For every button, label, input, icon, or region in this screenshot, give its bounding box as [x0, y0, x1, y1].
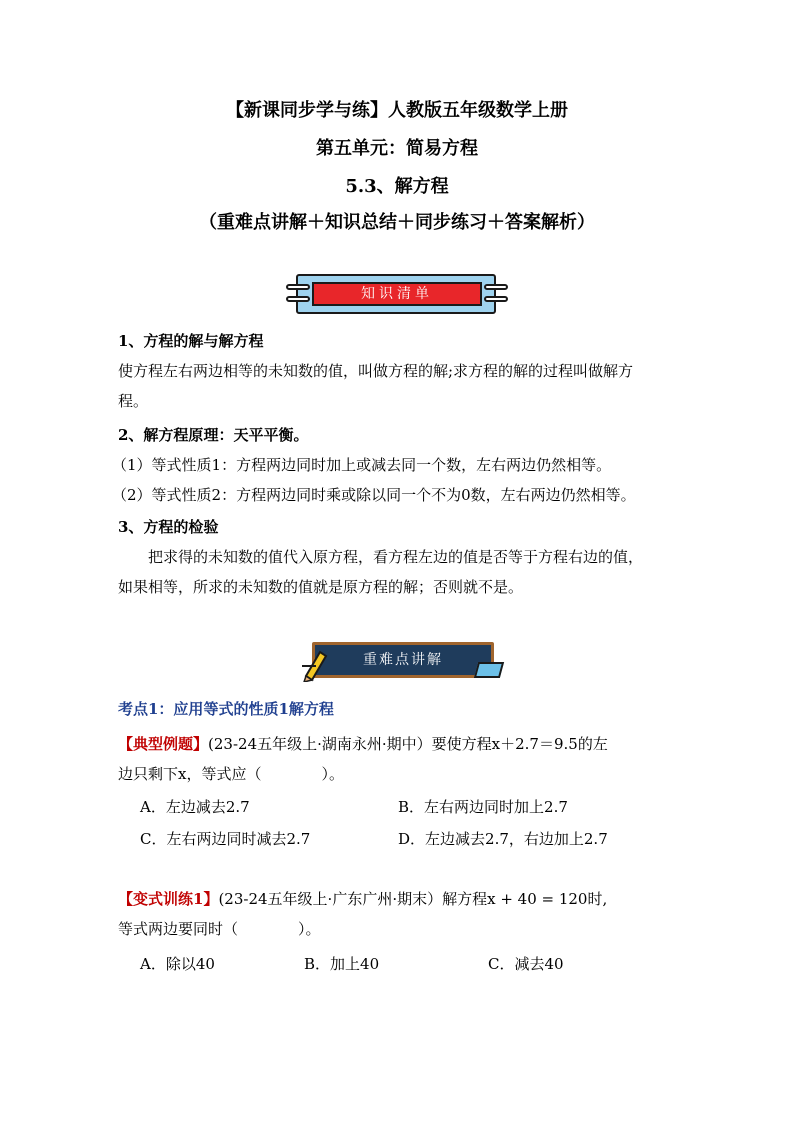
section3-text-a: 把求得的未知数的值代入原方程，看方程左边的值是否等于方程右边的值，: [148, 548, 644, 566]
kaodian1-title: 考点1：应用等式的性质1解方程: [118, 700, 334, 718]
clip-right-top-icon: [484, 284, 508, 290]
practice1-option-c[interactable]: C．减去40: [488, 955, 564, 973]
practice1-tag: 【变式训练1】: [118, 890, 219, 908]
example-option-c[interactable]: C．左右两边同时减去2.7: [140, 830, 311, 848]
clip-left-bottom-icon: [286, 296, 310, 302]
key-points-banner: [298, 640, 508, 686]
practice1-option-b[interactable]: B．加上40: [304, 955, 380, 973]
section1-text-a: 使方程左右两边相等的未知数的值，叫做方程的解;求方程的解的过程叫做解方: [118, 362, 634, 380]
section2-item2: （2）等式性质2：方程两边同时乘或除以同一个不为0数，左右两边仍然相等。: [112, 486, 636, 504]
unit-title: 第五单元：简易方程: [316, 138, 478, 159]
section2-title: 2、解方程原理：天平平衡。: [118, 426, 309, 444]
lesson-title: 5.3、解方程: [345, 176, 449, 197]
practice1-option-a[interactable]: A．除以40: [140, 955, 215, 973]
section3-title: 3、方程的检验: [118, 518, 219, 536]
example-option-d[interactable]: D．左边减去2.7，右边加上2.7: [398, 830, 608, 848]
section2-item1: （1）等式性质1：方程两边同时加上或减去同一个数，左右两边仍然相等。: [112, 456, 612, 474]
section1-title: 1、方程的解与解方程: [118, 332, 264, 350]
section1-text-b: 程。: [118, 392, 149, 410]
book-icon: [474, 662, 504, 678]
example-option-a[interactable]: A．左边减去2.7: [140, 798, 250, 816]
practice1-text-b: 等式两边要同时（ ）。: [118, 920, 321, 938]
doc-title: 【新课同步学与练】人教版五年级数学上册: [226, 100, 568, 121]
practice1-line-a: [118, 888, 607, 910]
pencil-icon: [300, 646, 330, 682]
example-tag: 【典型例题】: [118, 735, 209, 753]
knowledge-banner-label: 知识清单: [312, 282, 482, 306]
subtitle: （重难点讲解＋知识总结＋同步练习＋答案解析）: [199, 212, 595, 233]
practice1-text-a: (23-24五年级上·广东广州·期末）解方程x + 40 = 120时,: [218, 890, 608, 908]
section3-text-b: 如果相等，所求的未知数的值就是原方程的解；否则就不是。: [118, 578, 524, 596]
example-text-b: 边只剩下x，等式应（ ）。: [118, 765, 344, 783]
clip-right-bottom-icon: [484, 296, 508, 302]
example-option-b[interactable]: B．左右两边同时加上2.7: [398, 798, 568, 816]
knowledge-banner: [286, 270, 508, 318]
example-text-a: (23-24五年级上·湖南永州·期中）要使方程x＋2.7＝9.5的左: [208, 735, 608, 753]
key-points-banner-label: 重难点讲解: [312, 642, 494, 678]
clip-left-top-icon: [286, 284, 310, 290]
example-line-a: [118, 733, 608, 755]
